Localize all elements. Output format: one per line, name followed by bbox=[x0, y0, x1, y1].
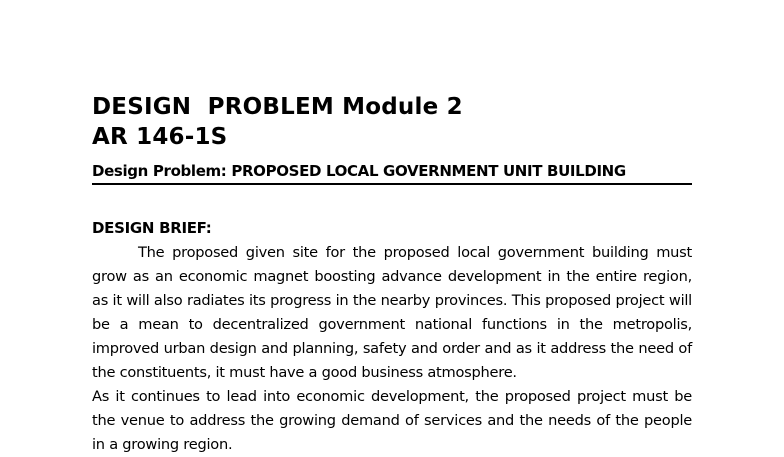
course-code: AR 146-1S bbox=[92, 124, 228, 150]
document-title: DESIGN PROBLEM Module 2 bbox=[92, 94, 463, 120]
section-heading-design-brief: DESIGN BRIEF: bbox=[92, 219, 212, 237]
paragraph: As it continues to lead into economic development, the proposed project must be the venue to address the growing demand of services and the needs of the people in a growing region. bbox=[92, 388, 692, 453]
design-brief-body bbox=[92, 241, 692, 457]
paragraph: The proposed given site for the proposed local government building must grow as an economic magnet boosting advance development in the entire region, as it will also radiates its progress in the nearby provinces. This proposed project will be a mean to decentralized government national functions in the metropolis, improved urban design and planning, safety and order and as it address the need of the constituents, it must have a good business atmosphere. bbox=[92, 244, 692, 381]
title-block bbox=[92, 92, 692, 152]
design-problem-subtitle: Design Problem: PROPOSED LOCAL GOVERNMENT UNIT BUILDING bbox=[92, 162, 626, 180]
horizontal-divider bbox=[92, 183, 692, 185]
